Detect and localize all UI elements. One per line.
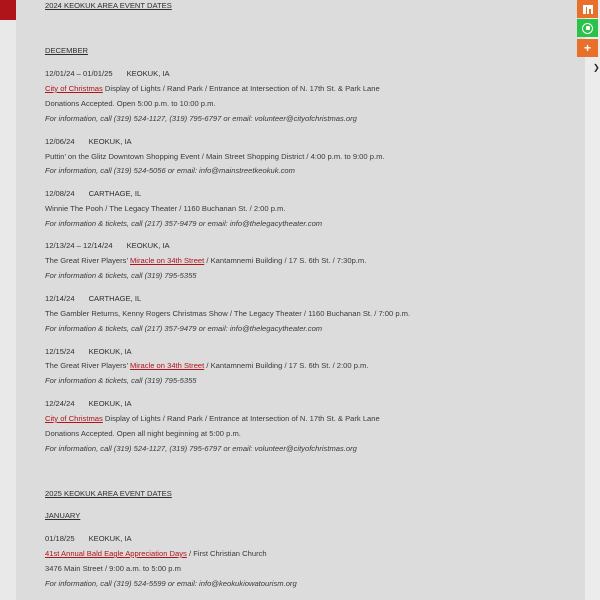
event-location: CARTHAGE, IL bbox=[88, 294, 142, 303]
event-description: Winnie The Pooh / The Legacy Theater / 1160 Buchanan St. / 2:00 p.m. bbox=[45, 204, 286, 213]
whatsapp-share-button[interactable] bbox=[577, 19, 598, 37]
event-date: 12/06/24 bbox=[45, 137, 75, 146]
heading-2025: 2025 KEOKUK AREA EVENT DATES bbox=[45, 489, 172, 498]
mix-icon bbox=[583, 5, 593, 14]
month-january: JANUARY bbox=[45, 511, 81, 520]
event-description: Donations Accepted. Open 5:00 p.m. to 10:00 p.m. bbox=[45, 99, 216, 108]
event-date-line bbox=[45, 69, 170, 79]
collapse-share-icon[interactable]: ❯ bbox=[593, 63, 600, 72]
month-december: DECEMBER bbox=[45, 46, 89, 55]
event-info: For information & tickets, call (319) 795-5355 bbox=[45, 271, 197, 280]
event-description: City of Christmas Display of Lights / Rand Park / Entrance at Intersection of N. 17th St. & Park Lane bbox=[45, 414, 380, 423]
event-description: Donations Accepted. Open all night beginning at 5:00 p.m. bbox=[45, 429, 241, 438]
mix-share-button[interactable] bbox=[577, 0, 598, 18]
event-date: 12/24/24 bbox=[45, 399, 75, 408]
event-description: The Great River Players’ Miracle on 34th Street / Kantamnemi Building / 17 S. 6th St. / 2:00 p.m. bbox=[45, 361, 369, 370]
event-description: City of Christmas Display of Lights / Rand Park / Entrance at Intersection of N. 17th St. & Park Lane bbox=[45, 84, 380, 93]
plus-icon: + bbox=[583, 41, 591, 55]
city-of-christmas-link[interactable]: City of Christmas bbox=[45, 84, 103, 93]
miracle-link[interactable]: Miracle on 34th Street bbox=[129, 256, 205, 265]
event-date-line bbox=[45, 137, 132, 147]
event-info: For information, call (319) 524-1127, (319) 795-6797 or email: volunteer@cityofchristmas.org bbox=[45, 114, 357, 123]
event-description: Puttin’ on the Glitz Downtown Shopping Event / Main Street Shopping District / 4:00 p.m. to 9:00 p.m. bbox=[45, 152, 385, 161]
miracle-link[interactable]: Miracle on 34th Street bbox=[129, 361, 205, 370]
event-date: 12/01/24 – 01/01/25 bbox=[45, 69, 113, 78]
brand-corner bbox=[0, 0, 16, 20]
event-description: The Gambler Returns, Kenny Rogers Christmas Show / The Legacy Theater / 1160 Buchanan St. / 7:00 p.m. bbox=[45, 309, 411, 318]
event-location: KEOKUK, IA bbox=[88, 534, 132, 543]
event-date: 12/15/24 bbox=[45, 347, 75, 356]
event-location: KEOKUK, IA bbox=[126, 241, 170, 250]
event-description: 3476 Main Street / 9:00 a.m. to 5:00 p.m bbox=[45, 564, 181, 573]
event-date-line bbox=[45, 189, 141, 199]
event-date: 01/18/25 bbox=[45, 534, 75, 543]
bald-eagle-days-link[interactable]: 41st Annual Bald Eagle Appreciation Days bbox=[45, 549, 187, 558]
city-of-christmas-link[interactable]: City of Christmas bbox=[45, 414, 103, 423]
whatsapp-icon bbox=[582, 23, 593, 34]
event-location: KEOKUK, IA bbox=[88, 347, 132, 356]
left-margin bbox=[0, 0, 16, 600]
event-info: For information, call (319) 524-1127, (319) 795-6797 or email: volunteer@cityofchristmas.org bbox=[45, 444, 357, 453]
event-location: CARTHAGE, IL bbox=[88, 189, 142, 198]
event-info: For information, call (319) 524-5056 or email: info@mainstreetkeokuk.com bbox=[45, 166, 295, 175]
event-date-line bbox=[45, 294, 141, 304]
event-location: KEOKUK, IA bbox=[88, 399, 132, 408]
event-date-line bbox=[45, 241, 170, 251]
event-date-line bbox=[45, 347, 132, 357]
event-date-line bbox=[45, 534, 132, 544]
event-description: 41st Annual Bald Eagle Appreciation Days / First Christian Church bbox=[45, 549, 267, 558]
event-date-line bbox=[45, 399, 132, 409]
event-location: KEOKUK, IA bbox=[88, 137, 132, 146]
event-date: 12/08/24 bbox=[45, 189, 75, 198]
right-margin bbox=[585, 0, 600, 600]
event-description: The Great River Players’ Miracle on 34th Street / Kantamnemi Building / 17 S. 6th St. / 7:30p.m. bbox=[45, 256, 367, 265]
event-date: 12/14/24 bbox=[45, 294, 75, 303]
event-info: For information & tickets, call (319) 795-5355 bbox=[45, 376, 197, 385]
event-info: For information, call (319) 524-5599 or email: info@keokukiowatourism.org bbox=[45, 579, 297, 588]
event-location: KEOKUK, IA bbox=[126, 69, 170, 78]
heading-2024: 2024 KEOKUK AREA EVENT DATES bbox=[45, 1, 172, 10]
more-share-button[interactable] bbox=[577, 39, 598, 57]
event-info: For information & tickets, call (217) 357-9479 or email: info@thelegacytheater.com bbox=[45, 324, 323, 333]
event-info: For information & tickets, call (217) 357-9479 or email: info@thelegacytheater.com bbox=[45, 219, 323, 228]
event-date: 12/13/24 – 12/14/24 bbox=[45, 241, 113, 250]
